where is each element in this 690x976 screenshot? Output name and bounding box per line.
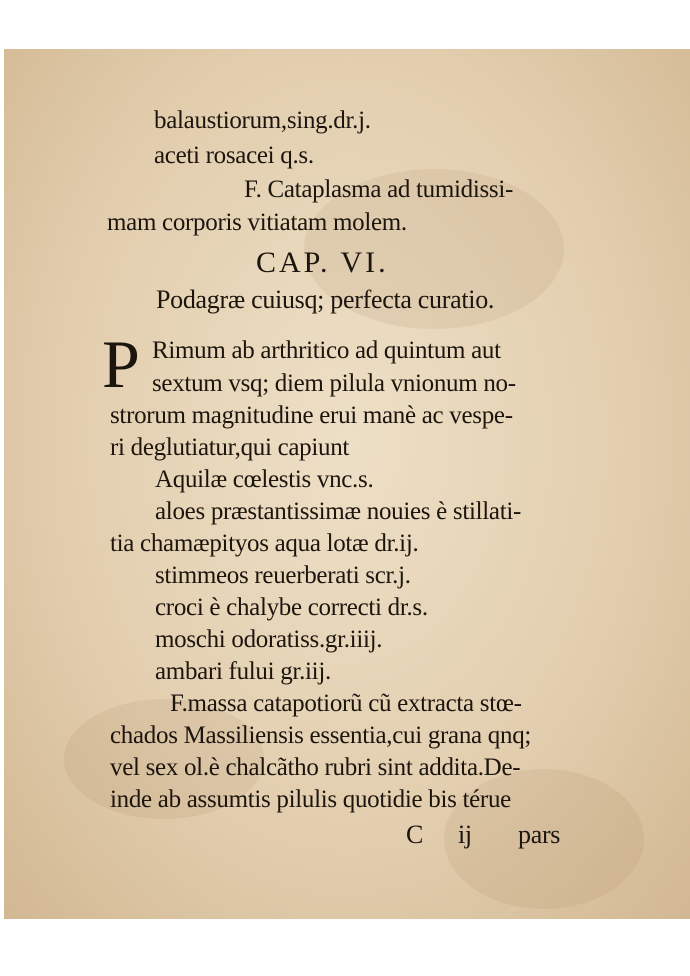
text-line: vel sex ol.è chalcãtho rubri sint addita.De- <box>110 754 521 781</box>
recipe-line: aloes præstantissimæ nouies è stillati- <box>155 498 522 525</box>
text-line: F. Cataplasma ad tumidissi- <box>244 176 514 203</box>
text-line: mam corporis vitiatam molem. <box>107 209 407 236</box>
catchword: pars <box>518 820 561 849</box>
signature-mark: C <box>406 820 424 849</box>
text-line: chados Massiliensis essentia,cui grana qnq; <box>110 722 532 749</box>
recipe-line: tia chamæpityos aqua lotæ dr.ij. <box>110 530 419 557</box>
text-line: ri deglutiatur,qui capiunt <box>110 434 350 461</box>
recipe-line: ambari fului gr.iij. <box>155 658 331 685</box>
recipe-line: croci è chalybe correcti dr.s. <box>155 594 428 621</box>
recipe-line: Aquilæ cœlestis vnc.s. <box>155 466 374 493</box>
text-line: strorum magnitudine erui manè ac vespe- <box>110 402 513 429</box>
text-line: F.massa catapotiorũ cũ extracta stœ- <box>170 690 522 717</box>
chapter-subheading: Podagræ cuiusq; perfecta curatio. <box>156 285 495 314</box>
recipe-line: moschi odoratiss.gr.iiij. <box>155 626 383 653</box>
text-line: inde ab assumtis pilulis quotidie bis térue <box>110 786 511 813</box>
text-line: Rimum ab arthritico ad quintum aut <box>152 337 501 364</box>
signature-number: ij <box>458 820 472 849</box>
text-line: balaustiorum,sing.dr.j. <box>154 107 371 134</box>
chapter-heading: CAP. VI. <box>256 246 389 279</box>
book-page <box>4 49 690 919</box>
recipe-line: stimmeos reuerberati scr.j. <box>155 562 411 589</box>
text-line: aceti rosacei q.s. <box>154 142 314 169</box>
text-line: sextum vsq; diem pilula vnionum no- <box>152 370 516 397</box>
drop-cap: P <box>102 326 140 402</box>
